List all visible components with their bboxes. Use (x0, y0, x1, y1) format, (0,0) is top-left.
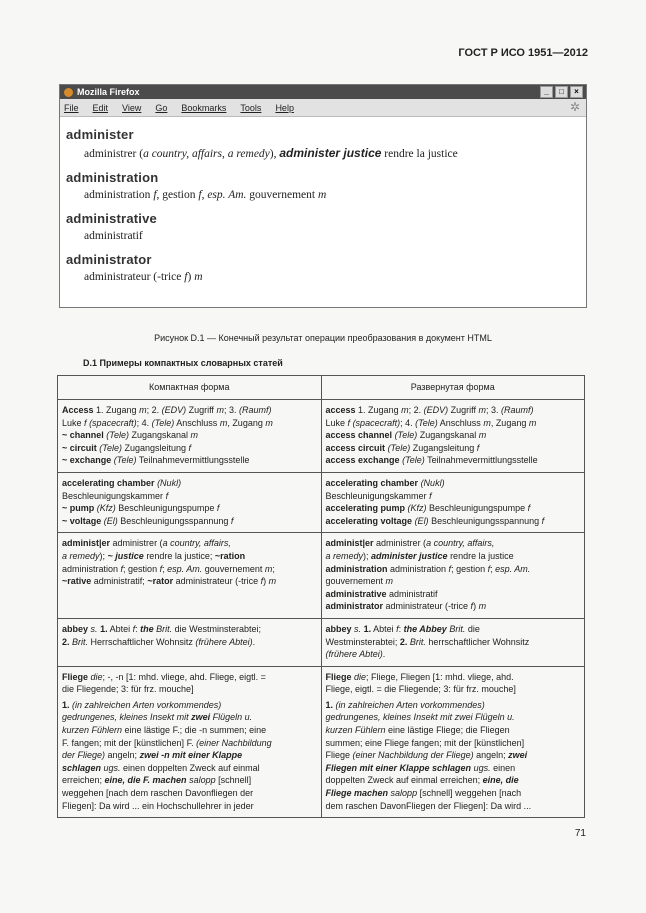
examples-table (57, 375, 585, 818)
expanded-cell: access 1. Zugang m; 2. (EDV) Zugriff m; 3. (Raumf) Luke f (spacecraft); 4. (Tele) Anschluss m, Zugang m access channel (Tele) Zugangskanal m access circuit (Tele) Zugangsleitung f access exchange (Tele) Teilnahmevermittlungsstelle (321, 400, 585, 473)
minimize-icon[interactable]: _ (540, 86, 553, 98)
figure-caption: Рисунок D.1 — Конечный результат операции преобразования в документ HTML (154, 333, 492, 343)
dictionary-content (60, 117, 586, 283)
table-row (58, 472, 585, 532)
compact-cell: accelerating chamber (Nukl) Beschleunigungskammer f ~ pump (Kfz) Beschleunigungspumpe f ~ voltage (El) Beschleunigungsspannung f (58, 472, 322, 532)
throbber-icon: ✲ (569, 100, 580, 114)
standard-header: ГОСТ Р ИСО 1951—2012 (458, 47, 588, 59)
translation: administration f, gestion f, esp. Am. gouvernement m (84, 189, 327, 201)
compact-cell: Access 1. Zugang m; 2. (EDV) Zugriff m; 3. (Raumf) Luke f (spacecraft); 4. (Tele) Anschluss m, Zugang m ~ channel (Tele) Zugangskanal m ~ circuit (Tele) Zugangsleitung f ~ exchange (Tele) Teilnahmevermittlungsstelle (58, 400, 322, 473)
table-row (58, 533, 585, 619)
page-number: 71 (574, 828, 586, 839)
compact-cell: Fliege die; -, -n [1: mhd. vliege, ahd. Fliege, eigtl. = die Fliegende; 3: für frz. mouche] 1. (in zahlreichen Arten vorkommendes) gedrungenes, kleines Insekt mit zwei Flügeln u. kurzen Fühlern eine lästige F.; die -n summen; eine F. fangen; mit der [künstlichen] F. (einer Nachbildung der Fliege) angeln; zwei -n mit einer Klappe schlagen ugs. einen doppelten Zweck auf einmal erreichen; eine, die F. machen salopp [schnell] weggehen [nach dem raschen Davonfliegen der Fliegen]: Da wird ... ein Hochschullehrer in jeder (58, 666, 322, 818)
menu-bar (60, 99, 586, 117)
headword: administer (66, 127, 134, 142)
compact-cell: abbey s. 1. Abtei f: the Brit. die Westminsterabtei; 2. Brit. Herrschaftlicher Wohnsitz (frühere Abtei). (58, 618, 322, 666)
translation: administrateur (-trice f) m (84, 271, 203, 283)
headword: administration (66, 170, 159, 185)
translation: administrer (a country, affairs, a remedy), administer justice rendre la justice (84, 146, 458, 160)
close-icon[interactable]: × (570, 86, 583, 98)
menu-tools[interactable]: Tools (240, 102, 262, 113)
browser-screenshot (59, 84, 587, 308)
firefox-icon (64, 88, 73, 97)
expanded-cell: accelerating chamber (Nukl) Beschleunigungskammer f accelerating pump (Kfz) Beschleunigungspumpe f accelerating voltage (El) Beschleunigungsspannung f (321, 472, 585, 532)
headword: administrative (66, 211, 157, 226)
menu-go[interactable]: Go (155, 102, 168, 113)
maximize-icon[interactable]: □ (555, 86, 568, 98)
window-title: Mozilla Firefox (77, 87, 140, 97)
compact-cell: administ|er administrer (a country, affairs, a remedy); ~ justice rendre la justice; ~ration administration f; gestion f; esp. Am. gouvernement m; ~rative administratif; ~rator administrateur (-trice f) m (58, 533, 322, 619)
section-title: D.1 Примеры компактных словарных статей (83, 358, 283, 368)
column-header-expanded: Развернутая форма (321, 376, 585, 400)
expanded-cell: abbey s. 1. Abtei f: the Abbey Brit. die Westminsterabtei; 2. Brit. herrschaftlicher Wohnsitz (frühere Abtei). (321, 618, 585, 666)
table-row (58, 618, 585, 666)
menu-bookmarks[interactable]: Bookmarks (181, 102, 227, 113)
table-row (58, 666, 585, 818)
expanded-cell: Fliege die; Fliege, Fliegen [1: mhd. vliege, ahd. Fliege, eigtl. = die Fliegende; 3: für frz. mouche] 1. (in zahlreichen Arten vorkommendes) gedrungenes, kleines Insekt mit zwei Flügeln u. kurzen Fühlern eine lästige Fliege; die Fliegen summen; eine Fliege fangen; mit der [künstlichen] Fliege (einer Nachbildung der Fliege) angeln; zwei Fliegen mit einer Klappe schlagen ugs. einen doppelten Zweck auf einmal erreichen; eine, die Fliege machen salopp [schnell] weggehen [nach dem raschen DavonFliegen der Fliegen]: Da wird ... (321, 666, 585, 818)
window-titlebar (60, 85, 586, 99)
menu-file[interactable]: File (64, 102, 79, 113)
menu-view[interactable]: View (122, 102, 142, 113)
menu-edit[interactable]: Edit (92, 102, 109, 113)
table-row (58, 400, 585, 473)
translation: administratif (84, 230, 143, 242)
menu-help[interactable]: Help (275, 102, 294, 113)
headword: administrator (66, 252, 152, 267)
column-header-compact: Компактная форма (58, 376, 322, 400)
expanded-cell: administ|er administrer (a country, affairs, a remedy); administer justice rendre la justice administration administration f; gestion f; esp. Am. gouvernement m administrative administratif administrator administrateur (-trice f) m (321, 533, 585, 619)
